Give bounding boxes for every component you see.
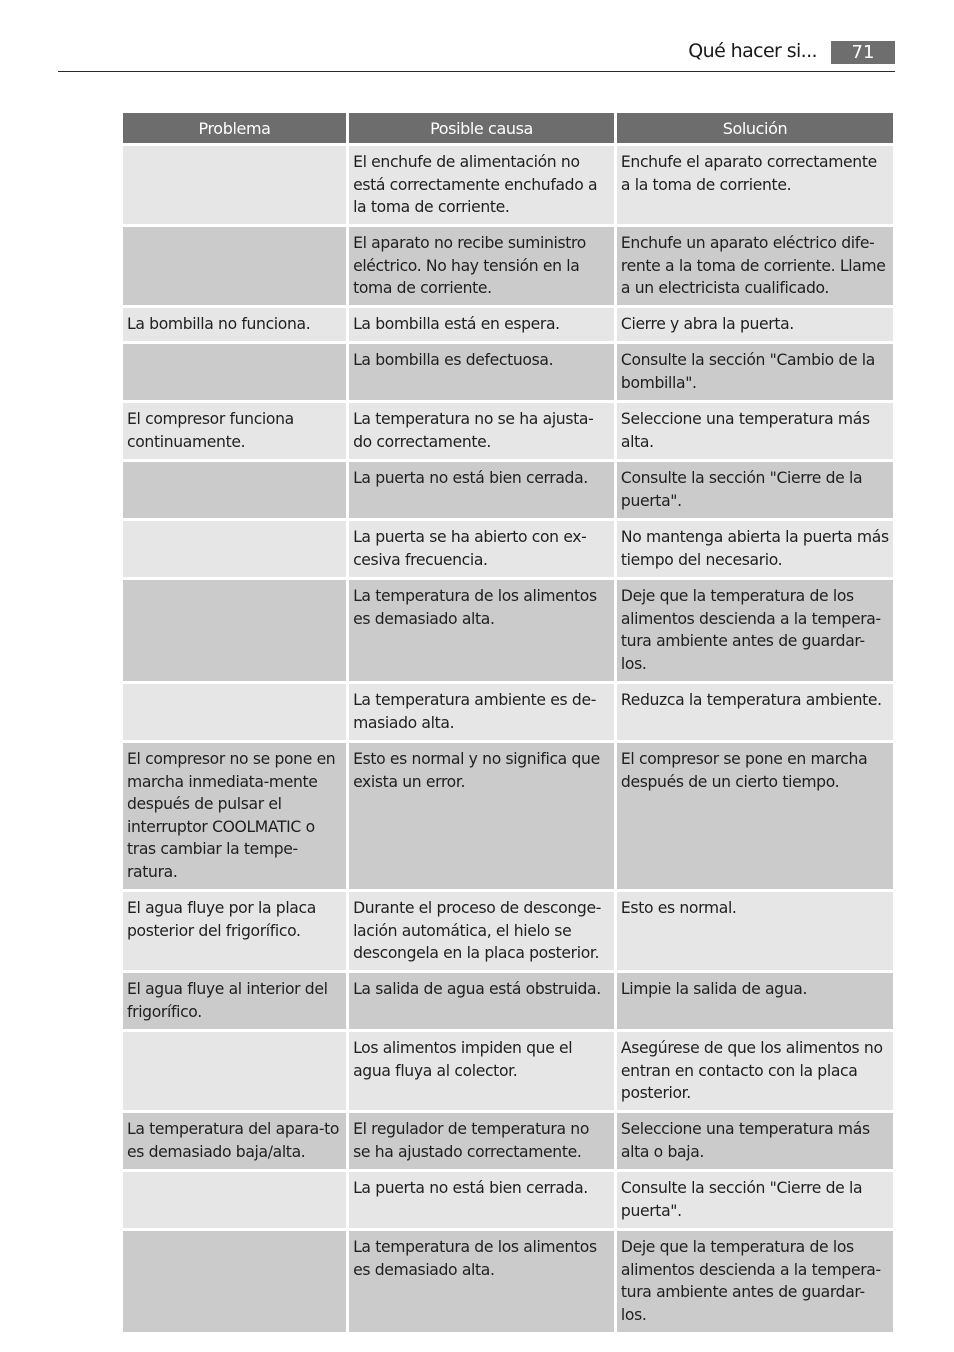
- solution-cell: Deje que la temperatura de los alimentos descienda a la tempera-tura ambiente antes de guardar-los.: [617, 580, 893, 681]
- table-row: [123, 146, 893, 224]
- problem-cell: La bombilla no funciona.: [123, 308, 346, 341]
- section-title: Qué hacer si...: [688, 40, 817, 62]
- table-row: [123, 521, 893, 577]
- table-row: [123, 892, 893, 970]
- cause-cell: Durante el proceso de desconge-lación automática, el hielo se descongela en la placa posterior.: [349, 892, 614, 970]
- table-row: [123, 1172, 893, 1228]
- table-row: [123, 344, 893, 400]
- solution-cell: Reduzca la temperatura ambiente.: [617, 684, 893, 740]
- cause-cell: El enchufe de alimentación no está correctamente enchufado a la toma de corriente.: [349, 146, 614, 224]
- cause-cell: El regulador de temperatura no se ha ajustado correctamente.: [349, 1113, 614, 1169]
- column-header-cause: Posible causa: [349, 113, 614, 143]
- cause-cell: La puerta no está bien cerrada.: [349, 1172, 614, 1228]
- cause-cell: La puerta se ha abierto con ex-cesiva frecuencia.: [349, 521, 614, 577]
- cause-cell: Los alimentos impiden que el agua fluya al colector.: [349, 1032, 614, 1110]
- problem-cell: El compresor no se pone en marcha inmediata-mente después de pulsar el interruptor COOLMATIC o tras cambiar la tempe-ratura.: [123, 743, 346, 889]
- table-row: [123, 1231, 893, 1332]
- problem-cell: [123, 227, 346, 305]
- table-row: [123, 1032, 893, 1110]
- problem-cell: [123, 462, 346, 518]
- problem-cell: [123, 521, 346, 577]
- table-row: [123, 580, 893, 681]
- table-row: [123, 227, 893, 305]
- page-header: [58, 38, 895, 72]
- solution-cell: Deje que la temperatura de los alimentos descienda a la tempera-tura ambiente antes de guardar-los.: [617, 1231, 893, 1332]
- problem-cell: [123, 1231, 346, 1332]
- problem-cell: [123, 1032, 346, 1110]
- table-row: [123, 1113, 893, 1169]
- solution-cell: Seleccione una temperatura más alta o baja.: [617, 1113, 893, 1169]
- table-row: [123, 973, 893, 1029]
- table-row: [123, 462, 893, 518]
- cause-cell: La temperatura ambiente es de-masiado alta.: [349, 684, 614, 740]
- table-header-row: [123, 113, 893, 143]
- cause-cell: La temperatura de los alimentos es demasiado alta.: [349, 1231, 614, 1332]
- solution-cell: Esto es normal.: [617, 892, 893, 970]
- solution-cell: Limpie la salida de agua.: [617, 973, 893, 1029]
- problem-cell: [123, 1172, 346, 1228]
- problem-cell: El agua fluye al interior del frigorífico.: [123, 973, 346, 1029]
- problem-cell: [123, 344, 346, 400]
- solution-cell: Asegúrese de que los alimentos no entran en contacto con la placa posterior.: [617, 1032, 893, 1110]
- solution-cell: Seleccione una temperatura más alta.: [617, 403, 893, 459]
- cause-cell: La bombilla es defectuosa.: [349, 344, 614, 400]
- table-body: [123, 146, 893, 1332]
- troubleshooting-table: [120, 110, 896, 1335]
- cause-cell: La bombilla está en espera.: [349, 308, 614, 341]
- problem-cell: El agua fluye por la placa posterior del frigorífico.: [123, 892, 346, 970]
- cause-cell: La temperatura no se ha ajusta-do correctamente.: [349, 403, 614, 459]
- problem-cell: [123, 146, 346, 224]
- cause-cell: El aparato no recibe suministro eléctrico. No hay tensión en la toma de corriente.: [349, 227, 614, 305]
- solution-cell: Consulte la sección "Cambio de la bombilla".: [617, 344, 893, 400]
- solution-cell: Enchufe un aparato eléctrico dife-rente a la toma de corriente. Llame a un electricista cualificado.: [617, 227, 893, 305]
- cause-cell: Esto es normal y no significa que exista un error.: [349, 743, 614, 889]
- solution-cell: Enchufe el aparato correctamente a la toma de corriente.: [617, 146, 893, 224]
- cause-cell: La salida de agua está obstruida.: [349, 973, 614, 1029]
- solution-cell: Cierre y abra la puerta.: [617, 308, 893, 341]
- table-row: [123, 308, 893, 341]
- column-header-solution: Solución: [617, 113, 893, 143]
- solution-cell: Consulte la sección "Cierre de la puerta".: [617, 1172, 893, 1228]
- cause-cell: La puerta no está bien cerrada.: [349, 462, 614, 518]
- table-row: [123, 684, 893, 740]
- cause-cell: La temperatura de los alimentos es demasiado alta.: [349, 580, 614, 681]
- problem-cell: La temperatura del apara-to es demasiado baja/alta.: [123, 1113, 346, 1169]
- page-number: 71: [831, 41, 895, 64]
- table-row: [123, 743, 893, 889]
- problem-cell: [123, 580, 346, 681]
- solution-cell: Consulte la sección "Cierre de la puerta".: [617, 462, 893, 518]
- problem-cell: El compresor funciona continuamente.: [123, 403, 346, 459]
- solution-cell: El compresor se pone en marcha después de un cierto tiempo.: [617, 743, 893, 889]
- table-row: [123, 403, 893, 459]
- problem-cell: [123, 684, 346, 740]
- column-header-problem: Problema: [123, 113, 346, 143]
- solution-cell: No mantenga abierta la puerta más tiempo del necesario.: [617, 521, 893, 577]
